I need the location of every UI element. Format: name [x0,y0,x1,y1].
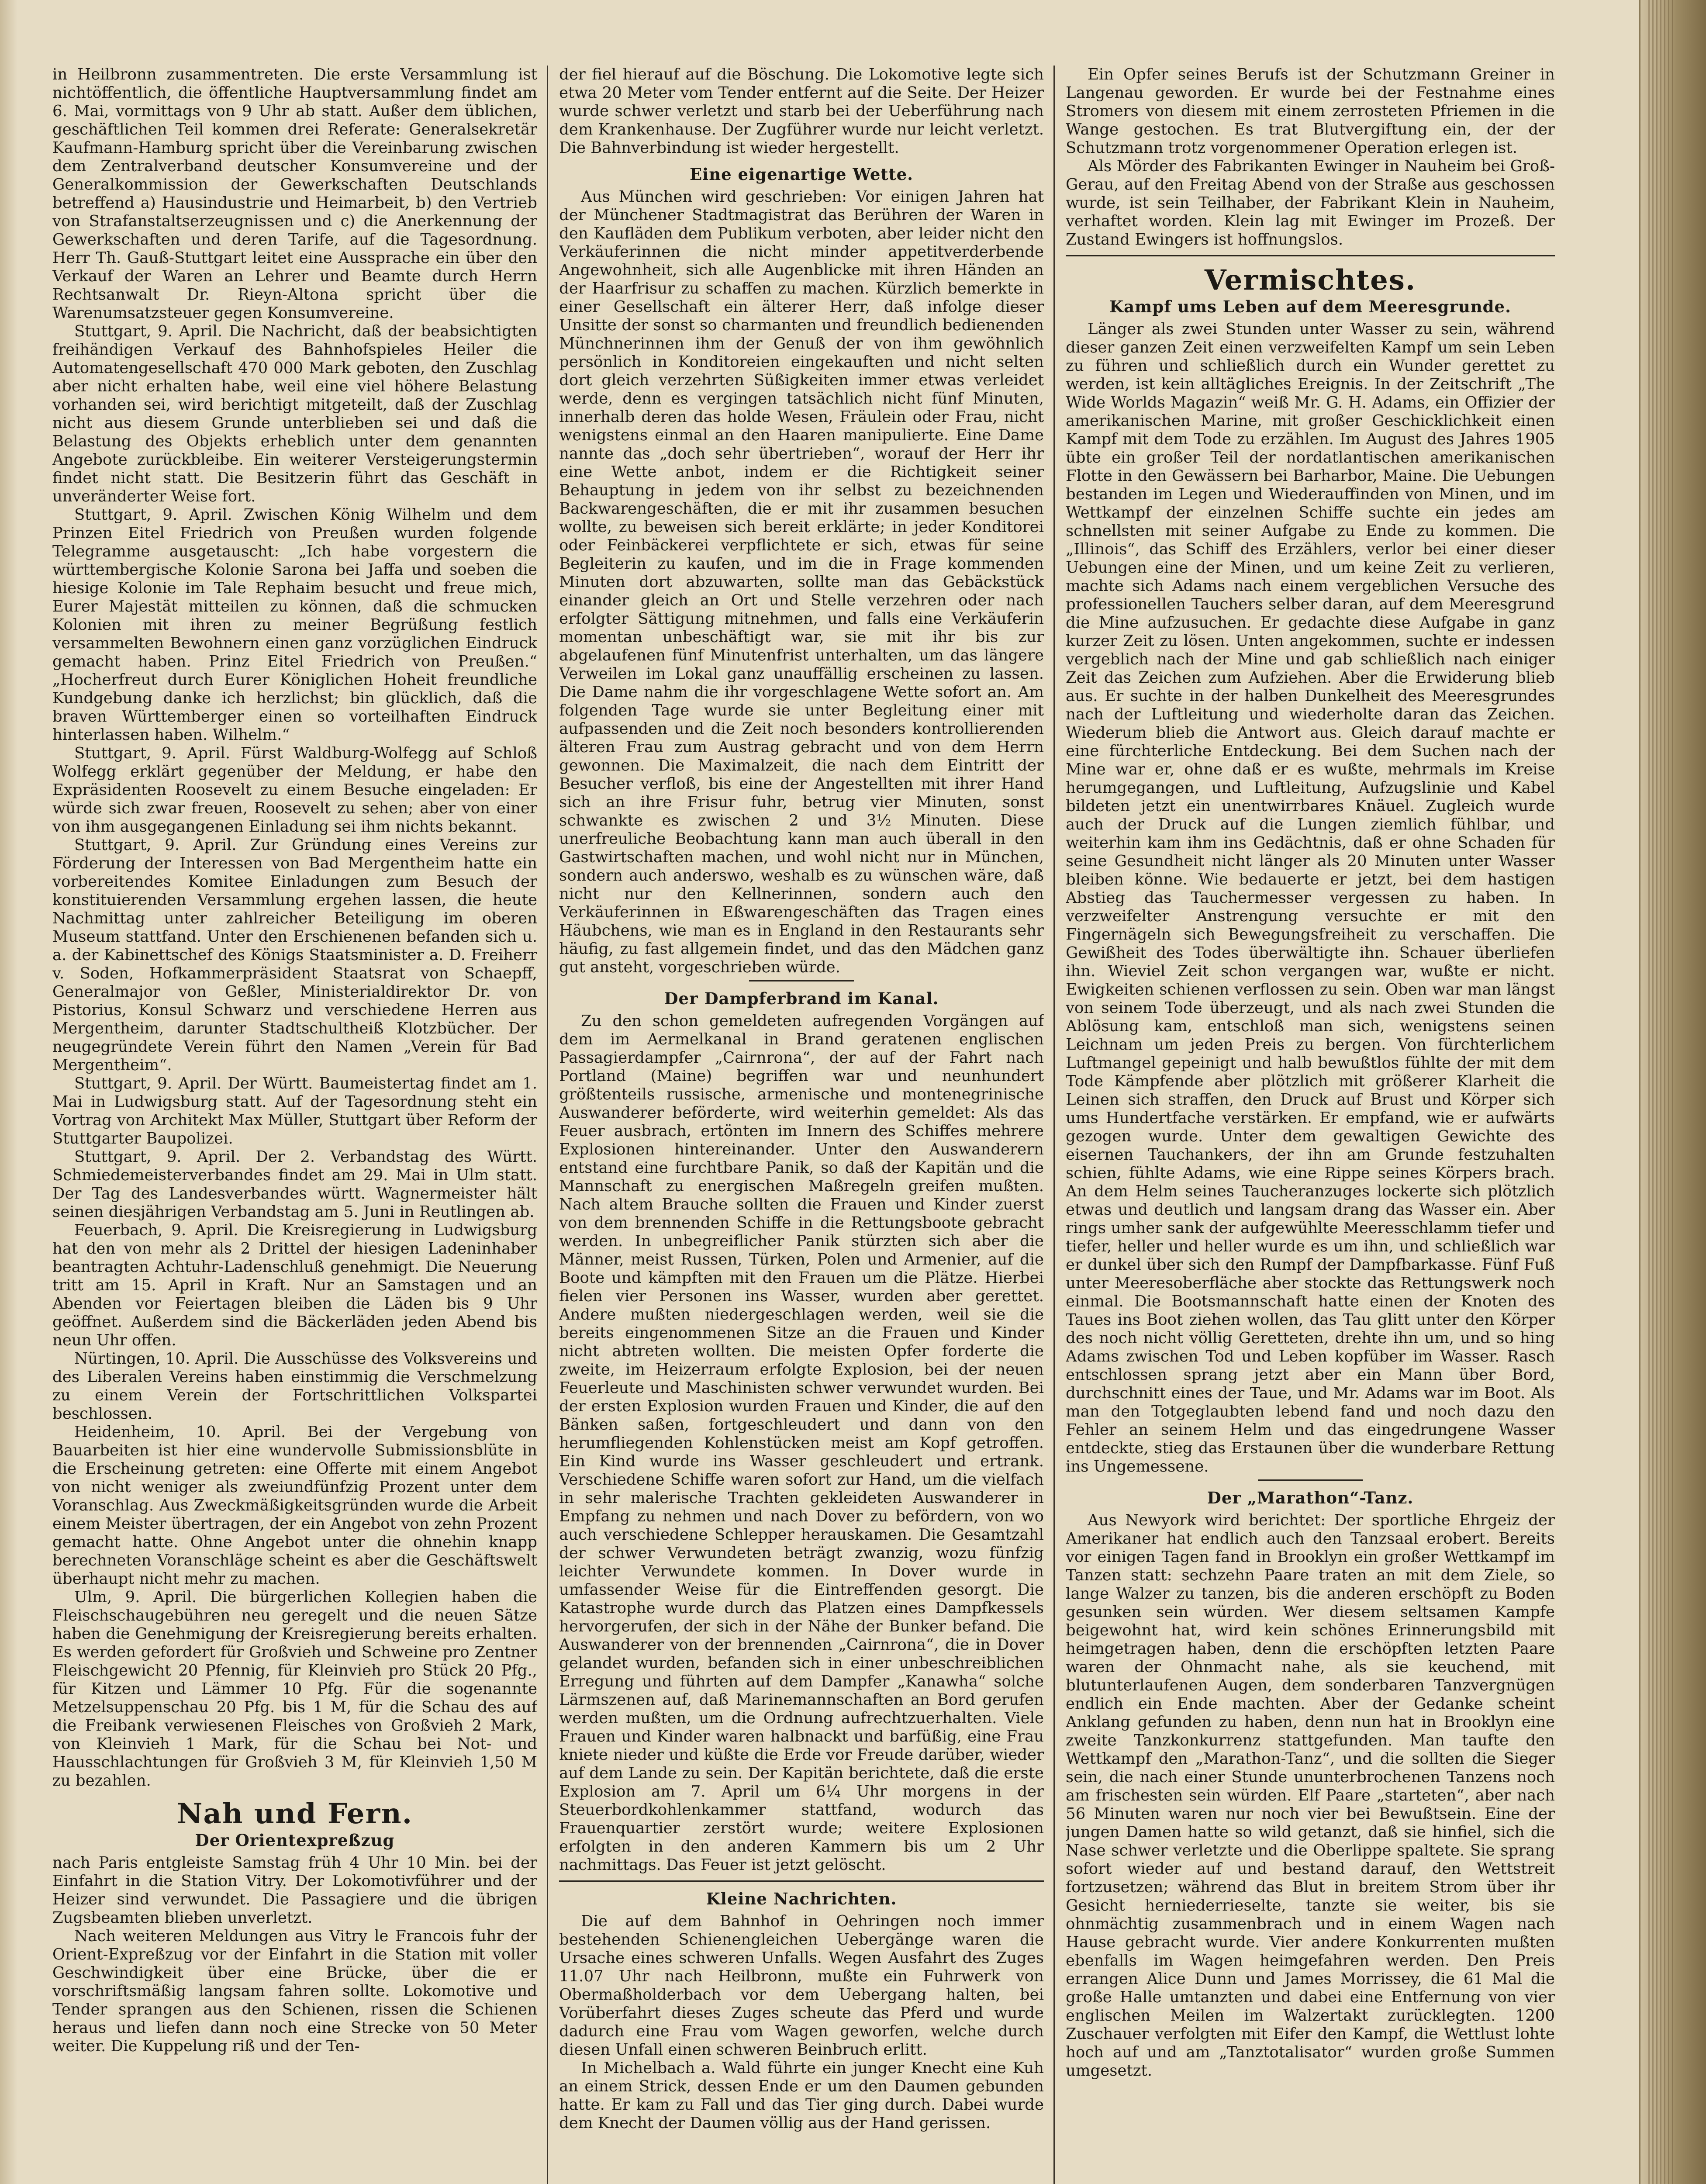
column-3 [1066,66,1555,2184]
article-paragraph: Stuttgart, 9. April. Fürst Waldburg-Wolfegg auf Schloß Wolfegg erklärt gegenüber der Meldung, er habe den Expräsidenten Roosevelt zu einem Besuche eingeladen: Er würde sich zwar freuen, Roosevelt zu sehen; aber von einer von ihm ausgegangenen Einladung sei ihm nichts bekannt. [52,744,537,836]
headline-marathon-tanz: Der „Marathon“-Tanz. [1207,1488,1414,1507]
headline-kampf-ums-leben: Kampf ums Leben auf dem Meeresgrunde. [1109,297,1511,316]
article-paragraph: Nürtingen, 10. April. Die Ausschüsse des Volksvereins und des Liberalen Vereins haben einstimmig die Verschmelzung zu einem Verein der Fortschrittlichen Volkspartei beschlossen. [52,1350,537,1423]
headline-kleine-nachrichten: Kleine Nachrichten. [706,1889,897,1908]
article-paragraph: Die auf dem Bahnhof in Oehringen noch immer bestehenden Schienengleichen Uebergänge waren die Ursache eines schweren Unfalls. Wegen Ausfahrt des Zuges 11.07 Uhr nach Heilbronn, mußte ein Fuhrwerk von Obermaßholderbach vor dem Uebergang halten, bei Vorüberfahrt dieses Zuges scheute das Pferd und wurde dadurch eine Frau vom Wagen geworfen, welche durch diesen Unfall einen schweren Beinbruch erlitt. [559,1912,1044,2059]
separator [1258,1479,1363,1481]
article-paragraph: Stuttgart, 9. April. Der Württ. Baumeistertag findet am 1. Mai in Ludwigsburg statt. Auf der Tagesordnung steht ein Vortrag von Architekt Max Müller, Stuttgart über Reform der Stuttgarter Baupolizei. [52,1075,537,1147]
book-binding-edge [1639,0,1706,2184]
article-paragraph: Zu den schon gemeldeten aufregenden Vorgängen auf dem im Aermelkanal in Brand geratenen englischen Passagierdampfer „Cairnrona“, der auf der Fahrt nach Portland (Maine) begriffen war und neunhundert größtenteils russische, armenische und montenegrinische Auswanderer beförderte, wird weiterhin gemeldet: Als das Feuer ausbrach, ertönten im Innern des Schiffes mehrere Explosionen hintereinander. Unter den Auswanderern entstand eine furchtbare Panik, so daß der Kapitän und die Mannschaft zu energischen Maßregeln greifen mußten. Nach altem Brauche sollten die Frauen und Kinder zuerst von dem brennenden Schiffe in die Rettungsboote gebracht werden. In unbegreiflicher Panik stürzten sich aber die Männer, meist Russen, Türken, Polen und Armenier, auf die Boote und kämpften mit den Frauen um die Plätze. Hierbei fielen vier Personen ins Wasser, wurden aber gerettet. Andere mußten niedergeschlagen werden, weil sie die bereits eingenommenen Sitze an die Frauen und Kinder nicht abtreten wollten. Die meisten Opfer forderte die zweite, im Heizerraum erfolgte Explosion, bei der neuen Feuerleute und Maschinisten schwer verwundet wurden. Bei der ersten Explosion wurden Frauen und Kinder, die auf den Bänken saßen, fortgeschleudert und dann von den herumfliegenden Kohlenstücken meist am Kopf getroffen. Ein Kind wurde ins Wasser geschleudert und ertrank. Verschiedene Schiffe waren sofort zur Hand, um die vielfach in sehr malerische Trachten gekleideten Auswanderer in Empfang zu nehmen und nach Dover zu befördern, von wo auch verschiedene Schlepper herauskamen. Die Gesamtzahl der schwer Verwundeten beträgt zwanzig, wozu fünfzig leichter Verwundete kommen. In Dover wurde in umfassender Weise für die Eintreffenden gesorgt. Die Katastrophe wurde durch das Platzen eines Dampfkessels hervorgerufen, der sich in der Nähe der Bunker befand. Die Auswanderer von der brennenden „Cairnrona“, die in Dover gelandet wurden, befanden sich in einer unbeschreiblichen Erregung und führten auf dem Dampfer „Kanawha“ solche Lärmszenen auf, daß Marinemannschaften an Bord gerufen werden mußten, um die Ordnung aufrechtzuerhalten. Viele Frauen und Kinder waren halbnackt und barfüßig, eine Frau kniete nieder und küßte die Erde vor Freude darüber, wieder auf dem Lande zu sein. Der Kapitän berichtete, daß die erste Explosion am 7. April um 6¼ Uhr morgens in der Steuerbordkohlenkammer stattfand, wodurch das Frauenquartier zerstört wurde; weitere Explosionen erfolgten in den anderen Kammern bis um 2 Uhr nachmittags. Das Feuer ist jetzt gelöscht. [559,1012,1044,1874]
article-paragraph: In Michelbach a. Wald führte ein junger Knecht eine Kuh an einem Strick, dessen Ende er um den Daumen gebunden hatte. Er kam zu Fall und das Tier ging durch. Dabei wurde dem Knecht der Daumen völlig aus der Hand gerissen. [559,2059,1044,2132]
column-2 [559,66,1044,2184]
article-paragraph: Aus München wird geschrieben: Vor einigen Jahren hat der Münchener Stadtmagistrat das Berühren der Waren in den Kaufläden dem Publikum verboten, aber leider nicht den Verkäuferinnen die nicht minder appetitverderbende Angewohnheit, sich alle Augenblicke mit ihren Händen an der Haarfrisur zu schaffen zu machen. Kürzlich bemerkte in einer Gesellschaft ein älterer Herr, daß infolge dieser Unsitte der sonst so charmanten und freundlich bedienenden Münchnerinnen ihm der Genuß der von ihm gewöhnlich persönlich in Konditoreien eingekauften und nicht selten dort gleich verzehrten Süßigkeiten immer etwas verleidet werde, denn es vergingen tatsächlich nicht fünf Minuten, innerhalb deren das holde Wesen, Fräulein oder Frau, nicht wenigstens einmal an den Haaren manipulierte. Eine Dame nannte das „doch sehr übertrieben“, worauf der Herr ihr eine Wette anbot, indem er die Richtigkeit seiner Behauptung in jedem von ihr selbst zu bezeichnenden Backwarengeschäften, die er mit ihr zusammen besuchen wollte, zu beweisen sich bereit erklärte; in jeder Konditorei oder Feinbäckerei verpflichtete er sich, etwas für seine Begleiterin zu kaufen, und im die in Frage kommenden Minuten dort abzuwarten, sollte man das Gebäckstück einander gleich an Ort und Stelle verzehren oder nach erfolgter Sättigung mitnehmen, und falls eine Verkäuferin momentan unbeschäftigt war, sie mit ihr bis zur abgelaufenen fünf Minutenfrist unterhalten, um das längere Verweilen im Lokal ganz unauffällig erscheinen zu lassen. Die Dame nahm die ihr vorgeschlagene Wette sofort an. Am folgenden Tage wurde sie unter Begleitung einer mit aufpassenden und die Zeit noch besonders kontrollierenden älteren Frau zum Austrag gebracht und von dem Herrn gewonnen. Die Maximalzeit, die nach dem Eintritt der Besucher verfloß, bis eine der Angestellten mit ihrer Hand sich an ihre Frisur fuhr, betrug vier Minuten, sonst schwankte es zwischen 2 und 3½ Minuten. Diese unerfreuliche Beobachtung kann man auch überall in den Gastwirtschaften machen, und wohl nicht nur in München, sondern auch anderswo, weshalb es zu wünschen wäre, daß nicht nur den Kellnerinnen, sondern auch den Verkäuferinnen in Eßwarengeschäften das Tragen eines Häubchens, wie man es in England in den Restaurants sehr häufig, zu fast allgemein findet, und das den Mädchen ganz gut ansteht, vorgeschrieben würde. [559,188,1044,976]
article-paragraph: Aus Newyork wird berichtet: Der sportliche Ehrgeiz der Amerikaner hat endlich auch den Tanzsaal erobert. Bereits vor einigen Tagen fand in Brooklyn ein großer Wettkampf im Tanzen statt: sechzehn Paare traten an mit dem Ziele, so lange Walzer zu tanzen, bis die anderen erschöpft zu Boden gesunken sein würden. Wer diesem seltsamen Kampfe beigewohnt hat, wird kein schönes Erinnerungsbild mit heimgetragen haben, denn die erschöpften letzten Paare waren der Ohnmacht nahe, als sie keuchend, mit blutunterlaufenen Augen, dem sonderbaren Tanzvergnügen endlich ein Ende machten. Aber der Gedanke scheint Anklang gefunden zu haben, denn nun hat in Brooklyn eine zweite Tanzkonkurrenz stattgefunden. Man taufte den Wettkampf den „Marathon-Tanz“, und die sollten die Sieger sein, die nach einer Stunde ununterbrochenen Tanzens noch am frischesten sein würden. Elf Paare „starteten“, aber nach 56 Minuten waren nur noch vier bei Bewußtsein. Eine der jungen Damen hatte so wild getanzt, daß sie hinfiel, sich die Nase schwer verletzte und die Oberlippe spaltete. Sie sprang sofort wieder auf und bestand darauf, den Wettstreit fortzusetzen; während das Blut in breitem Strom über ihr Gesicht herniederrieselte, tanzte sie weiter, bis sie ohnmächtig zusammenbrach und in einem Wagen nach Hause gebracht wurde. Vier andere Konkurrenten mußten ebenfalls im Wagen heimgefahren werden. Den Preis errangen Alice Dunn und James Morrissey, die 61 Mal die große Halle umtanzten und dabei eine Entfernung von vier englischen Meilen im Walzertakt zurücklegten. 1200 Zuschauer verfolgten mit Eifer den Kampf, die Wettlust lohte hoch auf und am „Tanztotalisator“ wurden große Summen umgesetzt. [1066,1511,1555,2080]
column-divider [1053,66,1055,2184]
article-paragraph: Feuerbach, 9. April. Die Kreisregierung in Ludwigsburg hat den von mehr als 2 Drittel der hiesigen Ladeninhaber beantragten Achtuhr-Ladenschluß genehmigt. Die Neuerung tritt am 15. April in Kraft. Nur an Samstagen und an Abenden vor Feiertagen bleiben die Läden bis 9 Uhr geöffnet. Außerdem sind die Bäckerläden jeden Abend bis neun Uhr offen. [52,1221,537,1349]
column-1 [52,66,537,2184]
article-paragraph: in Heilbronn zusammentreten. Die erste Versammlung ist nichtöffentlich, die öffentliche Hauptversammlung findet am 6. Mai, vormittags von 9 Uhr ab statt. Außer dem üblichen, geschäftlichen Teil kommen drei Referate: Generalsekretär Kaufmann-Hamburg spricht über die Vereinbarung zwischen dem Zentralverband deutscher Konsumvereine und der Generalkommission der Gewerkschaften Deutschlands betreffend a) Hausindustrie und Heimarbeit, b) den Vertrieb von Strafanstaltserzeugnissen und c) die Anerkennung der Gewerkschaften und deren Tarife, auf die Tagesordnung. Herr Th. Gauß-Stuttgart leitet eine Aussprache ein über den Verkauf der Waren an Lehrer und Beamte durch Herrn Rechtsanwalt Dr. Rieyn-Altona spricht über die Warenumsatzsteuer gegen Konsumvereine. [52,66,537,322]
headline-orientexpresszug: Der Orientexpreßzug [195,1831,395,1850]
article-paragraph: Als Mörder des Fabrikanten Ewinger in Nauheim bei Groß-Gerau, auf den Freitag Abend von der Straße aus geschossen wurde, ist sein Teilhaber, der Fabrikant Klein in Nauheim, verhaftet worden. Klein lag mit Ewinger im Prozeß. Der Zustand Ewingers ist hoffnungslos. [1066,157,1555,249]
article-paragraph: Stuttgart, 9. April. Zwischen König Wilhelm und dem Prinzen Eitel Friedrich von Preußen wurden folgende Telegramme ausgetauscht: „Ich habe vorgestern die württembergische Kolonie Sarona bei Jaffa und soeben die hiesige Kolonie im Tale Rephaim besucht und freue mich, Eurer Majestät mitteilen zu können, daß die schmucken Kolonien mit ihren zu meiner Begrüßung festlich versammelten Bewohnern einen ganz vorzüglichen Eindruck gemacht haben. Prinz Eitel Friedrich von Preußen.“ „Hocherfreut durch Eurer Königlichen Hoheit freundliche Kundgebung danke ich herzlichst; bin glücklich, daß die braven Württemberger einen so vorteilhaften Eindruck hinterlassen haben. Wilhelm.“ [52,506,537,744]
section-title-nah-und-fern: Nah und Fern. [176,1797,413,1830]
separator [559,1880,1044,1882]
article-paragraph: Heidenheim, 10. April. Bei der Vergebung von Bauarbeiten ist hier eine wundervolle Submissionsblüte in die Erscheinung getreten: eine Offerte mit einem Angebot von nicht weniger als zweiundfünfzig Prozent unter dem Voranschlag. Aus Zweckmäßigkeitsgründen wurde die Arbeit einem Meister übertragen, der ein Angebot von zehn Prozent gemacht hatte. Ohne Angebot unter die ohnehin knapp berechneten Voranschläge scheint es aber die Geschäftswelt überhaupt nicht mehr zu machen. [52,1423,537,1588]
article-paragraph: Stuttgart, 9. April. Die Nachricht, daß der beabsichtigten freihändigen Verkauf des Bahnhofspieles Heiler die Automatengesellschaft 470 000 Mark geboten, den Zuschlag aber nicht erhalten habe, weil eine viel höhere Belastung vorhanden sei, wird berichtigt mitgeteilt, daß der Zuschlag nicht aus diesem Grunde unterblieben sei und daß die Belastung des Objekts erheblich unter dem genannten Angebote zurückbleibe. Ein weiterer Versteigerungstermin findet nicht statt. Die Besitzerin führt das Geschäft in unveränderter Weise fort. [52,322,537,505]
headline-dampferbrand: Der Dampferbrand im Kanal. [664,989,939,1008]
article-paragraph: der fiel hierauf auf die Böschung. Die Lokomotive legte sich etwa 20 Meter vom Tender entfernt auf die Seite. Der Heizer wurde schwer verletzt und starb bei der Ueberführung nach dem Krankenhause. Der Zugführer wurde nur leicht verletzt. Die Bahnverbindung ist wieder hergestellt. [559,66,1044,157]
page-left-edge [0,0,17,2184]
article-paragraph: Ein Opfer seines Berufs ist der Schutzmann Greiner in Langenau geworden. Er wurde bei der Festnahme eines Stromers von diesem mit einem zerrosteten Pfriemen in die Wange gestochen. Es trat Blutvergiftung ein, der der Schutzmann trotz vorgenommener Operation erlegen ist. [1066,66,1555,157]
article-paragraph: nach Paris entgleiste Samstag früh 4 Uhr 10 Min. bei der Einfahrt in die Station Vitry. Der Lokomotivführer und der Heizer sind verwundet. Die Passagiere und die übrigen Zugsbeamten blieben unverletzt. [52,1854,537,1927]
section-title-vermischtes: Vermischtes. [1204,264,1416,297]
column-divider [547,66,548,2184]
article-paragraph: Stuttgart, 9. April. Der 2. Verbandstag des Württ. Schmiedemeisterverbandes findet am 29. Mai in Ulm statt. Der Tag des Landesverbandes württ. Wagnermeister hält seinen diesjährigen Verbandstag am 5. Juni in Reutlingen ab. [52,1148,537,1221]
article-paragraph: Stuttgart, 9. April. Zur Gründung eines Vereins zur Förderung der Interessen von Bad Mergentheim hatte ein vorbereitendes Komitee Einladungen zum Besuch der konstituierenden Versammlung ergehen lassen, die heute Nachmittag unter zahlreicher Beteiligung im oberen Museum stattfand. Unter den Erschienenen befanden sich u. a. der Kabinettschef des Königs Staatsminister a. D. Freiherr v. Soden, Hofkammerpräsident Staatsrat von Schaepff, Generalmajor von Geßler, Ministerialdirektor Dr. von Pistorius, Konsul Schwarz und verschiedene Herren aus Mergentheim, darunter Stadtschultheiß Klotzbücher. Der neugegründete Verein führt den Namen „Verein für Bad Mergentheim“. [52,836,537,1074]
headline-eigenartige-wette: Eine eigenartige Wette. [689,165,914,184]
binding-page-stack [1648,0,1675,2184]
separator [1066,255,1555,256]
article-paragraph: Länger als zwei Stunden unter Wasser zu sein, während dieser ganzen Zeit einen verzweifelten Kampf um sein Leben zu führen und schließlich durch ein Wunder gerettet zu werden, ist kein alltägliches Ereignis. In der Zeitschrift „The Wide Worlds Magazin“ weiß Mr. G. H. Adams, ein Offizier der amerikanischen Marine, mit großer Geschicklichkeit einen Kampf mit dem Tode zu erzählen. Im August des Jahres 1905 übte ein großer Teil der nordatlantischen amerikanischen Flotte in den Gewässern bei Barharbor, Maine. Die Uebungen bestanden im Legen und Wiederauffinden von Minen, und im Wettkampf der einzelnen Schiffe suchte ein jedes am schnellsten mit seiner Aufgabe zu Ende zu kommen. Die „Illinois“, das Schiff des Erzählers, verlor bei einer dieser Uebungen eine der Minen, und um keine Zeit zu verlieren, machte sich Adams nach einem vergeblichen Versuche des professionellen Tauchers selber daran, auf dem Meeresgrund die Mine aufzusuchen. Er gedachte diese Aufgabe in ganz kurzer Zeit zu lösen. Unten angekommen, suchte er indessen vergeblich nach der Mine und gab schließlich nach einiger Zeit das Zeichen zum Aufziehen. Aber die Erwiderung blieb aus. Er suchte in der halben Dunkelheit des Meeresgrundes nach der Luftleitung und wiederholte daran das Zeichen. Wiederum blieb die Antwort aus. Gleich darauf machte er eine fürchterliche Entdeckung. Bei dem Suchen nach der Mine war er, ohne daß er es wußte, mehrmals im Kreise herumgegangen, und Luftleitung, Aufzugslinie und Kabel bildeten jetzt ein unentwirrbares Knäuel. Zugleich wurde auch der Druck auf die Lungen ziemlich fühlbar, und weiterhin kam ihm ins Gedächtnis, daß er ohne Schaden für seine Gesundheit nicht länger als 20 Minuten unter Wasser bleiben könne. Wie bedauerte er jetzt, bei dem hastigen Abstieg das Tauchermesser vergessen zu haben. In verzweifelter Anstrengung versuchte er mit den Fingernägeln sich Bewegungsfreiheit zu verschaffen. Die Gewißheit des Todes überwältigte ihn. Schauer überliefen ihn. Wieviel Zeit schon vergangen war, wußte er nicht. Ewigkeiten schienen verflossen zu sein. Oben war man längst von seinem Tode überzeugt, und als nach zwei Stunden die Ablösung kam, entschloß man sich, wenigstens seinen Leichnam um jeden Preis zu bergen. Von fürchterlichem Luftmangel gepeinigt und halb bewußtlos fühlte der mit dem Tode Kämpfende aber plötzlich mit größerer Klarheit die Leinen sich straffen, den Druck auf Brust und Körper sich ums Hundertfache verstärken. Er empfand, wie er aufwärts gezogen wurde. Unter dem gewaltigen Gewichte des eisernen Tauchankers, der ihn am Grunde festzuhalten schien, fühlte Adams, wie eine Rippe seines Körpers brach. An dem Helm seines Taucheranzuges lockerte sich plötzlich etwas und deutlich und langsam drang das Wasser ein. Aber rings umher sank der aufgewühlte Meeresschlamm tiefer und tiefer, heller und heller wurde es um ihn, und schließlich war er dunkel über sich den Rumpf der Dampfbarkasse. Fünf Fuß unter Meeresoberfläche aber stockte das Rettungswerk noch einmal. Die Bootsmannschaft hatte einen der Knoten des Taues ins Boot ziehen wollen, das Tau glitt unter den Körper des noch nicht völlig Geretteten, drehte ihn um, und so hing Adams zwischen Tod und Leben kopfüber im Wasser. Rasch entschlossen sprang jetzt aber ein Mann über Bord, durchschnitt eines der Taue, und Mr. Adams war im Boot. Als man den Totgeglaubten lebend fand und noch dazu den Fehler an seinem Helm und das eingedrungene Wasser entdeckte, stieg das Erstaunen über die wunderbare Rettung ins Ungemessene. [1066,320,1555,1476]
article-paragraph: Nach weiteren Meldungen aus Vitry le Francois fuhr der Orient-Expreßzug vor der Einfahrt in die Station mit voller Geschwindigkeit über eine Brücke, über die er vorschriftsmäßig langsam fahren sollte. Lokomotive und Tender sprangen aus den Schienen, rissen die Schienen heraus und liefen dann noch eine Strecke von 50 Meter weiter. Die Kuppelung riß und der Ten- [52,1927,537,2055]
article-paragraph: Ulm, 9. April. Die bürgerlichen Kollegien haben die Fleischschaugebühren neu geregelt und die neuen Sätze haben die Genehmigung der Kreisregierung bereits erhalten. Es werden gefordert für Großvieh und Schweine pro Zentner Fleischgewicht 20 Pfennig, für Kleinvieh pro Stück 20 Pfg., für Kitzen und Lämmer 10 Pfg. Für die sogenannte Metzelsuppenschau 20 Pfg. bis 1 M, für die Schau des auf die Freibank verwiesenen Fleisches von Großvieh 2 Mark, von Kleinvieh 1 Mark, für die Schau bei Not- und Hausschlachtungen für Großvieh 3 M, für Kleinvieh 1,50 M zu bezahlen. [52,1588,537,1790]
separator [749,980,854,981]
